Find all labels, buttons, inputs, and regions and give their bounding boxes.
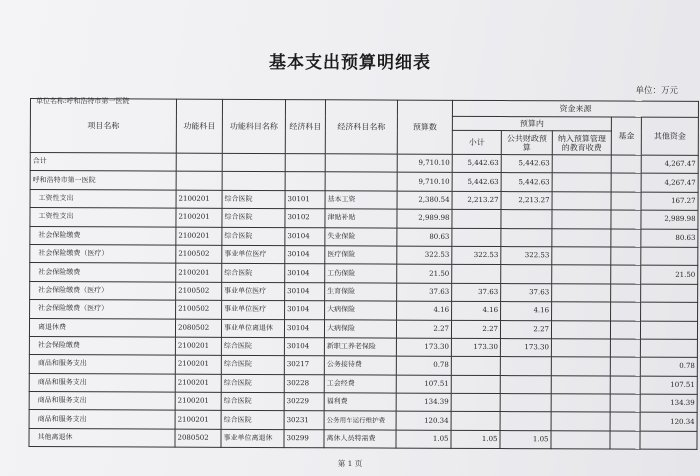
cell-subtotal	[451, 393, 500, 412]
cell-function-code	[176, 153, 222, 172]
cell-function-name: 综合医院	[222, 209, 285, 228]
cell-other-funds	[641, 247, 698, 266]
cell-economic-code: 30104	[284, 338, 324, 357]
cell-function-name: 综合医院	[221, 337, 284, 356]
cell-other-funds	[640, 321, 697, 340]
cell-function-code: 2100201	[176, 190, 222, 209]
cell-economic-code: 30231	[284, 411, 324, 430]
cell-economic-name: 大病保险	[325, 301, 397, 320]
cell-function-name: 综合医院	[221, 356, 284, 375]
header-managed-education-fees: 纳入预算管理的教育收费	[552, 131, 611, 155]
cell-subtotal: 173.30	[451, 338, 500, 357]
cell-subtotal	[451, 357, 500, 376]
cell-item-name: 社会保险缴费（医疗）	[30, 281, 176, 300]
cell-economic-code: 30104	[285, 246, 325, 265]
cell-economic-name: 公务用车运行维护费	[324, 411, 396, 430]
cell-subtotal: 2.27	[451, 320, 500, 339]
cell-education-fees	[551, 431, 610, 450]
budget-table	[28, 98, 699, 450]
cell-education-fees	[552, 247, 611, 266]
cell-public-finance	[501, 265, 552, 284]
cell-education-fees	[552, 210, 611, 229]
cell-economic-name: 生育保险	[325, 283, 397, 302]
cell-fund	[610, 394, 640, 413]
cell-budget: 21.50	[397, 264, 452, 283]
cell-item-name: 社会保险缴费	[30, 263, 176, 282]
cell-other-funds	[641, 302, 698, 321]
cell-subtotal	[452, 265, 501, 284]
cell-budget: 2,380.54	[397, 191, 452, 210]
cell-other-funds: 167.27	[641, 192, 698, 211]
cell-other-funds: 0.78	[640, 357, 697, 376]
cell-function-name: 综合医院	[222, 190, 285, 209]
cell-function-name: 综合医院	[221, 411, 284, 430]
cell-economic-code	[285, 154, 325, 173]
cell-function-code: 2100201	[175, 337, 221, 356]
cell-education-fees	[552, 228, 611, 247]
cell-economic-name: 失业保险	[325, 227, 397, 246]
cell-education-fees	[552, 302, 611, 321]
cell-public-finance: 2.27	[500, 320, 551, 339]
cell-fund	[611, 210, 641, 229]
cell-economic-name: 津贴补贴	[325, 209, 397, 228]
cell-fund	[610, 431, 640, 450]
cell-economic-code: 30217	[284, 356, 324, 375]
cell-economic-name: 公务接待费	[324, 356, 396, 375]
cell-subtotal	[452, 210, 501, 229]
cell-function-code: 2100502	[176, 245, 222, 264]
cell-education-fees	[551, 412, 610, 431]
cell-economic-code: 30228	[284, 374, 324, 393]
cell-function-code: 2100201	[176, 227, 222, 246]
cell-budget: 2,989.98	[397, 209, 452, 228]
cell-function-code: 2100502	[176, 300, 222, 319]
cell-subtotal: 4.16	[452, 301, 501, 320]
cell-fund	[611, 302, 641, 321]
cell-item-name: 商品和服务支出	[29, 373, 175, 392]
cell-economic-code: 30104	[284, 319, 324, 338]
cell-public-finance: 322.53	[501, 247, 552, 266]
cell-fund	[610, 357, 640, 376]
cell-item-name: 社会保险缴费	[30, 226, 176, 245]
cell-item-name: 商品和服务支出	[29, 410, 175, 429]
cell-function-name: 事业单位离退休	[221, 319, 284, 338]
cell-function-code: 2100201	[175, 411, 221, 430]
cell-subtotal: 1.05	[451, 430, 500, 449]
cell-item-name: 合计	[30, 153, 176, 172]
header-budget: 预算数	[397, 100, 452, 154]
cell-function-code: 2100201	[176, 263, 222, 282]
cell-fund	[611, 173, 641, 192]
budget-table-wrapper	[28, 98, 698, 450]
cell-economic-code: 30104	[285, 227, 325, 246]
cell-function-name: 综合医院	[222, 227, 285, 246]
cell-subtotal	[451, 412, 500, 431]
cell-fund	[611, 247, 641, 266]
unit-label: 单位：万元	[635, 86, 678, 96]
cell-budget: 0.78	[396, 356, 451, 375]
cell-function-code: 2100201	[175, 392, 221, 411]
cell-public-finance: 2,213.27	[501, 191, 552, 210]
organization-label: 单位名称:呼和浩特市第一医院	[36, 97, 130, 105]
cell-fund	[610, 321, 640, 340]
cell-economic-code: 30104	[285, 264, 325, 283]
cell-public-finance: 37.63	[501, 283, 552, 302]
cell-function-code: 2100201	[175, 374, 221, 393]
cell-fund	[610, 376, 640, 395]
cell-item-name: 工资性支出	[30, 189, 176, 208]
cell-economic-code: 30104	[285, 282, 325, 301]
cell-public-finance	[500, 394, 551, 413]
cell-other-funds: 2,989.98	[641, 210, 698, 229]
cell-education-fees	[551, 394, 610, 413]
cell-economic-name: 福利费	[324, 393, 396, 412]
cell-budget: 134.39	[396, 393, 451, 412]
cell-subtotal: 2,213.27	[452, 191, 501, 210]
cell-economic-code: 30104	[285, 301, 325, 320]
cell-other-funds: 4,267.47	[641, 155, 698, 174]
cell-fund	[611, 265, 641, 284]
cell-economic-code	[285, 172, 325, 191]
cell-economic-name: 工伤保险	[325, 264, 397, 283]
cell-other-funds: 134.39	[640, 394, 697, 413]
cell-public-finance	[500, 375, 551, 394]
header-funding-source: 资金来源	[452, 100, 698, 117]
header-within-budget: 预算内	[452, 116, 611, 131]
cell-function-code: 2080502	[175, 319, 221, 338]
cell-budget: 173.30	[396, 338, 451, 357]
cell-other-funds: 4,267.47	[641, 174, 698, 193]
cell-item-name: 商品和服务支出	[29, 355, 175, 374]
cell-item-name: 社会保险缴费（医疗）	[30, 244, 176, 263]
cell-economic-name: 医疗保险	[325, 246, 397, 265]
cell-subtotal: 5,442.63	[452, 154, 501, 173]
cell-public-finance: 4.16	[501, 302, 552, 321]
cell-economic-code: 30101	[285, 190, 325, 209]
table-row	[29, 428, 697, 449]
cell-budget: 120.34	[396, 412, 451, 431]
cell-budget: 9,710.10	[397, 154, 452, 173]
header-function-code: 功能科目	[176, 99, 222, 153]
cell-other-funds	[640, 339, 697, 358]
cell-budget: 37.63	[397, 283, 452, 302]
header-fund: 基金	[611, 117, 641, 155]
cell-function-name: 事业单位医疗	[222, 282, 285, 301]
cell-function-name	[222, 153, 285, 172]
cell-economic-code: 30299	[284, 429, 324, 448]
cell-item-name: 社会保险缴费（医疗）	[30, 300, 176, 319]
cell-item-name: 呼和浩特市第一医院	[30, 171, 176, 190]
cell-function-name: 综合医院	[222, 264, 285, 283]
cell-economic-name: 大病保险	[324, 319, 396, 338]
cell-function-name	[222, 172, 285, 191]
cell-subtotal: 5,442.63	[452, 173, 501, 192]
cell-education-fees	[551, 339, 610, 358]
cell-subtotal: 37.63	[452, 283, 501, 302]
cell-function-code: 2080502	[175, 429, 221, 448]
cell-budget: 2.27	[396, 320, 451, 339]
cell-education-fees	[551, 375, 610, 394]
cell-education-fees	[552, 192, 611, 211]
header-subtotal: 小计	[452, 130, 501, 154]
cell-other-funds: 80.63	[641, 229, 698, 248]
cell-subtotal	[451, 375, 500, 394]
header-other-funds: 其他资金	[641, 117, 698, 155]
header-item-name: 项目名称	[30, 99, 176, 154]
cell-function-name: 事业单位离退休	[221, 429, 284, 448]
cell-other-funds	[640, 431, 697, 450]
cell-education-fees	[551, 357, 610, 376]
cell-economic-name: 离休人员特需费	[324, 430, 396, 449]
cell-education-fees	[552, 155, 611, 174]
cell-function-name: 综合医院	[221, 374, 284, 393]
header-public-finance: 公共财政预算	[501, 131, 552, 155]
header-function-name: 功能科目名称	[222, 99, 285, 153]
cell-fund	[611, 155, 641, 174]
cell-item-name: 工资性支出	[30, 208, 176, 227]
cell-other-funds: 107.51	[640, 376, 697, 395]
header-economic-code: 经济科目	[285, 100, 325, 154]
cell-economic-name: 工会经费	[324, 374, 396, 393]
cell-function-code: 2100201	[176, 208, 222, 227]
cell-function-code: 2100502	[176, 282, 222, 301]
cell-education-fees	[552, 265, 611, 284]
cell-public-finance	[501, 228, 552, 247]
cell-public-finance: 173.30	[500, 338, 551, 357]
cell-budget: 107.51	[396, 375, 451, 394]
cell-fund	[610, 413, 640, 432]
cell-budget: 322.53	[397, 246, 452, 265]
cell-fund	[610, 339, 640, 358]
cell-economic-code: 30102	[285, 209, 325, 228]
cell-function-name: 事业单位医疗	[222, 300, 285, 319]
cell-budget: 80.63	[397, 228, 452, 247]
cell-item-name: 其他离退休	[29, 428, 175, 447]
document-title: 基本支出预算明细表	[269, 53, 431, 73]
cell-economic-code: 30229	[284, 393, 324, 412]
cell-economic-name: 新职工养老保险	[324, 338, 396, 357]
cell-budget: 4.16	[397, 301, 452, 320]
cell-budget: 9,710.10	[397, 172, 452, 191]
cell-public-finance: 5,442.63	[501, 155, 552, 174]
cell-education-fees	[552, 284, 611, 303]
cell-function-code: 2100201	[175, 355, 221, 374]
page-number: 第 1 页	[337, 459, 363, 468]
cell-subtotal: 322.53	[452, 246, 501, 265]
cell-economic-name	[325, 154, 397, 173]
cell-fund	[611, 229, 641, 248]
cell-budget: 1.05	[396, 430, 451, 449]
cell-item-name: 离退休费	[29, 318, 175, 337]
cell-education-fees	[552, 173, 611, 192]
cell-public-finance: 5,442.63	[501, 173, 552, 192]
cell-education-fees	[551, 320, 610, 339]
cell-other-funds	[641, 284, 698, 303]
cell-item-name: 商品和服务支出	[29, 392, 175, 411]
cell-function-code	[176, 172, 222, 191]
cell-public-finance	[500, 357, 551, 376]
cell-public-finance	[500, 412, 551, 431]
cell-function-name: 综合医院	[221, 392, 284, 411]
cell-public-finance: 1.05	[500, 430, 551, 449]
cell-public-finance	[501, 210, 552, 229]
cell-economic-name: 基本工资	[325, 191, 397, 210]
cell-economic-name	[325, 172, 397, 191]
cell-fund	[611, 192, 641, 211]
cell-other-funds: 120.34	[640, 413, 697, 432]
cell-item-name: 社会保险缴费	[29, 336, 175, 355]
cell-subtotal	[452, 228, 501, 247]
cell-function-name: 事业单位医疗	[222, 245, 285, 264]
cell-fund	[611, 284, 641, 303]
cell-other-funds: 21.50	[641, 266, 698, 285]
header-economic-name: 经济科目名称	[325, 100, 397, 154]
